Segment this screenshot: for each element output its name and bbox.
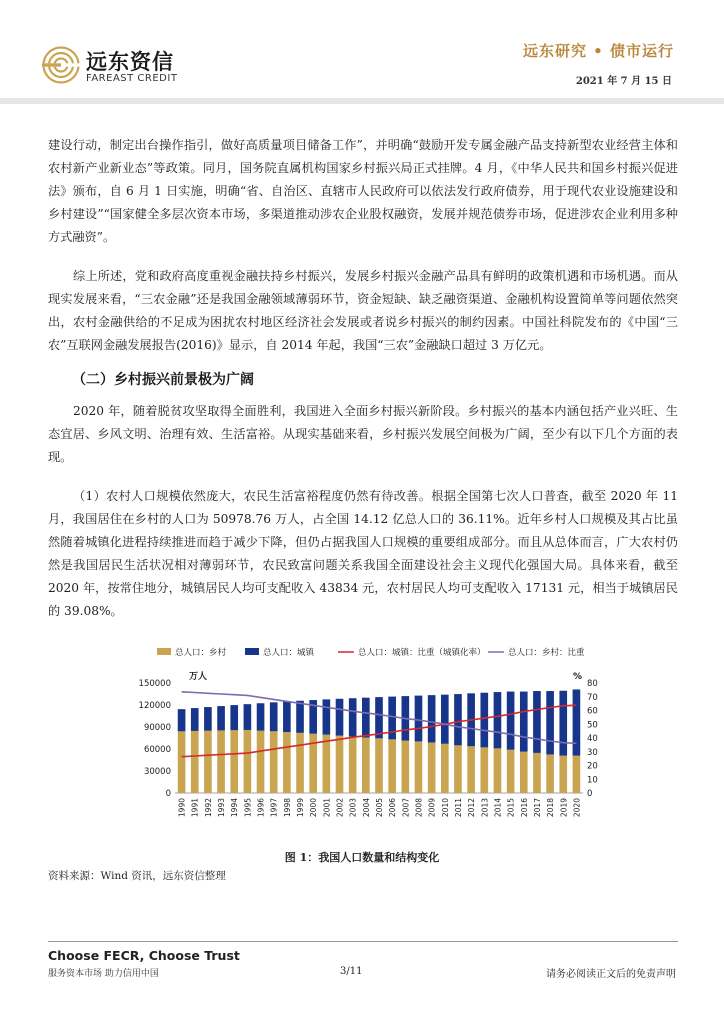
bar-urban	[270, 702, 278, 731]
x-tick-label: 1993	[217, 798, 227, 818]
bar-urban	[244, 704, 252, 730]
x-tick-label: 2016	[519, 798, 529, 818]
bar-urban	[454, 694, 462, 745]
bar-urban	[546, 691, 554, 754]
bar-urban	[349, 698, 357, 736]
bar-rural	[467, 746, 475, 793]
x-tick-label: 2004	[361, 798, 371, 818]
bar-urban	[507, 692, 515, 750]
x-tick-label: 2015	[506, 798, 516, 818]
bar-urban	[415, 696, 423, 742]
bar-rural	[375, 738, 383, 793]
bar-rural	[178, 731, 186, 793]
x-tick-label: 1991	[190, 798, 200, 818]
right-tick-label: 40	[587, 734, 598, 744]
x-tick-label: 2007	[401, 798, 411, 818]
x-tick-label: 2012	[467, 798, 477, 818]
logo-text-cn: 远东资信	[86, 50, 174, 74]
bar-rural	[533, 753, 541, 793]
bar-rural	[230, 730, 238, 793]
bar-urban	[178, 709, 186, 731]
bar-rural	[244, 730, 252, 793]
x-tick-label: 2010	[440, 798, 450, 818]
x-tick-label: 2018	[546, 798, 556, 818]
bar-rural	[217, 730, 225, 793]
legend-swatch-rural	[157, 648, 171, 655]
legend-label-urban-rate: 总人口：城镇：比重（城镇化率）	[358, 648, 486, 658]
legend-label-rural-rate: 总人口：乡村：比重	[508, 648, 585, 658]
right-tick-label: 60	[587, 706, 598, 717]
left-tick-label: 30000	[143, 767, 171, 777]
bar-rural	[270, 731, 278, 793]
bar-rural	[559, 756, 567, 793]
bar-urban	[217, 706, 225, 730]
footer-disclaimer: 请务必阅读正文后的免责声明	[546, 969, 676, 980]
bar-rural	[191, 731, 199, 793]
bar-rural	[507, 750, 515, 793]
left-tick-label: 0	[165, 789, 171, 799]
x-tick-label: 1996	[256, 798, 266, 818]
figure-caption: 图 1：我国人口数量和结构变化	[284, 851, 440, 864]
bar-rural	[283, 732, 291, 793]
section-title: （二）乡村振兴前景极为广阔	[72, 372, 254, 388]
x-tick-label: 2014	[493, 798, 503, 818]
bar-urban	[573, 689, 581, 755]
x-tick-label: 1999	[296, 798, 306, 818]
report-series: 远东研究 • 债市运行	[522, 42, 674, 60]
bar-urban	[441, 695, 449, 744]
left-tick-label: 120000	[138, 701, 171, 711]
footer-slogan: Choose FECR, Choose Trust	[48, 948, 240, 963]
bar-urban	[230, 705, 238, 730]
paragraph-4: （1）农村人口规模依然庞大，农民生活富裕程度仍然有待改善。根据全国第七次人口普查，截至 2020 年 11 月，我国居住在乡村的人口为 50978.76 万人，占全国 14.12 亿总人口的 36.11%。近年乡村人口规模及其占比虽然随着城镇化进程持续推进而趋于减少下降，但仍占据我国人口规模的重要组成部分。而且从总体而言，广大农村仍然是我国居民生活状况相对薄弱环节，农民致富问题关系我国全面建设社会主义现代化强国大局。具体来看，截至 2020 年，按常住地分，城镇居民人均可支配收入 43834 元，农村居民人均可支配收入 17131 元，相当于城镇居民的 39.08%。	[48, 489, 678, 618]
bar-urban	[428, 695, 436, 742]
bar-urban	[283, 702, 291, 733]
x-tick-label: 2008	[414, 798, 424, 818]
bar-rural	[441, 744, 449, 793]
x-tick-label: 2011	[453, 798, 463, 818]
body-block-2	[48, 400, 678, 635]
bar-urban	[494, 692, 502, 748]
x-tick-label: 2017	[532, 798, 542, 818]
bar-rural	[415, 741, 423, 793]
bar-urban	[336, 699, 344, 736]
right-axis-unit: %	[573, 672, 583, 682]
bar-urban	[520, 692, 528, 752]
right-tick-label: 50	[587, 720, 598, 731]
fareast-logo-icon	[42, 46, 80, 84]
bar-rural	[336, 736, 344, 793]
bar-urban	[533, 691, 541, 753]
bar-rural	[296, 733, 304, 793]
bar-rural	[573, 756, 581, 793]
bar-rural	[349, 737, 357, 793]
bar-urban	[204, 707, 212, 731]
page-header	[0, 0, 724, 104]
logo-text-en: FAREAST CREDIT	[86, 73, 178, 84]
page-number: 3/11	[340, 966, 363, 977]
right-tick-label: 80	[587, 679, 598, 689]
x-tick-label: 1998	[282, 798, 292, 818]
bar-urban	[559, 691, 567, 756]
right-tick-label: 70	[587, 692, 598, 703]
bar-urban	[480, 693, 488, 748]
x-tick-label: 1995	[243, 798, 253, 818]
left-axis-unit: 万人	[189, 672, 208, 682]
left-tick-label: 90000	[143, 723, 171, 733]
footer-tagline: 服务资本市场 助力信用中国	[48, 969, 159, 979]
x-tick-label: 2020	[572, 798, 582, 818]
x-tick-label: 2019	[559, 798, 569, 818]
left-tick-label: 60000	[143, 745, 171, 755]
x-tick-label: 1997	[269, 798, 279, 818]
x-tick-label: 2001	[322, 798, 332, 818]
x-tick-label: 2000	[309, 798, 319, 818]
bar-urban	[362, 698, 370, 738]
header-divider	[0, 98, 724, 104]
x-tick-label: 2006	[388, 798, 398, 818]
x-tick-label: 1994	[230, 798, 240, 818]
bar-urban	[296, 701, 304, 733]
report-date: 2021 年 7 月 15 日	[575, 76, 672, 87]
bar-rural	[257, 731, 265, 793]
paragraph-2: 综上所述，党和政府高度重视金融扶持乡村振兴，发展乡村振兴金融产品具有鲜明的政策机遇和市场机遇。而从现实发展来看，“三农金融”还是我国金融领域薄弱环节，资金短缺、缺乏融资渠道、金融机构设置简单等问题依然突出，农村金融供给的不足成为困扰农村地区经济社会发展或者说乡村振兴的制约因素。中国社科院发布的《中国“三农”互联网金融发展报告(2016)》显示，自 2014 年起，我国“三农”金融缺口超过 3 万亿元。	[48, 269, 678, 352]
paragraph-3: 2020 年，随着脱贫攻坚取得全面胜利，我国进入全面乡村振兴新阶段。乡村振兴的基本内涵包括产业兴旺、生态宜居、乡风文明、治理有效、生活富裕。从现实基础来看，乡村振兴发展空间极为广阔，至少有以下几个方面的表现。	[48, 404, 678, 464]
bar-urban	[191, 708, 199, 731]
bar-rural	[480, 747, 488, 793]
x-tick-label: 1992	[203, 798, 213, 818]
bar-rural	[323, 735, 331, 793]
x-tick-label: 2013	[480, 798, 490, 818]
population-chart	[133, 643, 610, 838]
bar-rural	[362, 737, 370, 793]
footer-divider	[48, 941, 678, 942]
bar-rural	[520, 752, 528, 793]
legend-label-urban: 总人口：城镇	[263, 648, 315, 658]
x-tick-label: 2003	[348, 798, 358, 818]
bar-rural	[204, 731, 212, 793]
right-tick-label: 30	[587, 747, 598, 758]
right-tick-label: 0	[587, 789, 593, 799]
bar-rural	[402, 741, 410, 793]
bar-rural	[546, 754, 554, 793]
bar-urban	[323, 699, 331, 734]
bar-urban	[375, 697, 383, 738]
legend-label-rural: 总人口：乡村	[175, 648, 227, 658]
bar-rural	[388, 739, 396, 793]
legend-swatch-urban	[245, 648, 259, 655]
bar-rural	[454, 745, 462, 793]
bar-urban	[257, 703, 265, 730]
figure-source: 资料来源：Wind 资讯，远东资信整理	[48, 870, 226, 882]
bar-rural	[494, 748, 502, 793]
paragraph-1: 建设行动，制定出台操作指引，做好高质量项目储备工作”，并明确“鼓励开发专属金融产品支持新型农业经营主体和农村新产业新业态”等政策。同月，国务院直属机构国家乡村振兴局正式挂牌。4 月，《中华人民共和国乡村振兴促进法》颁布，自 6 月 1 日实施，明确“省、自治区、直辖市人民政府可以依法发行政府债券，用于现代农业设施建设和乡村建设”“国家健全多层次资本市场，多渠道推动涉农企业股权融资，发展并规范债券市场，促进涉农企业利用多种方式融资”。	[48, 138, 678, 244]
left-tick-label: 150000	[138, 679, 171, 689]
right-tick-label: 20	[587, 761, 598, 772]
x-tick-label: 2002	[335, 798, 345, 818]
x-tick-label: 2005	[375, 798, 384, 818]
x-tick-label: 1990	[177, 798, 187, 818]
body-block-1	[48, 134, 678, 369]
bar-rural	[428, 742, 436, 793]
right-tick-label: 10	[587, 775, 598, 786]
x-tick-label: 2009	[427, 798, 437, 818]
